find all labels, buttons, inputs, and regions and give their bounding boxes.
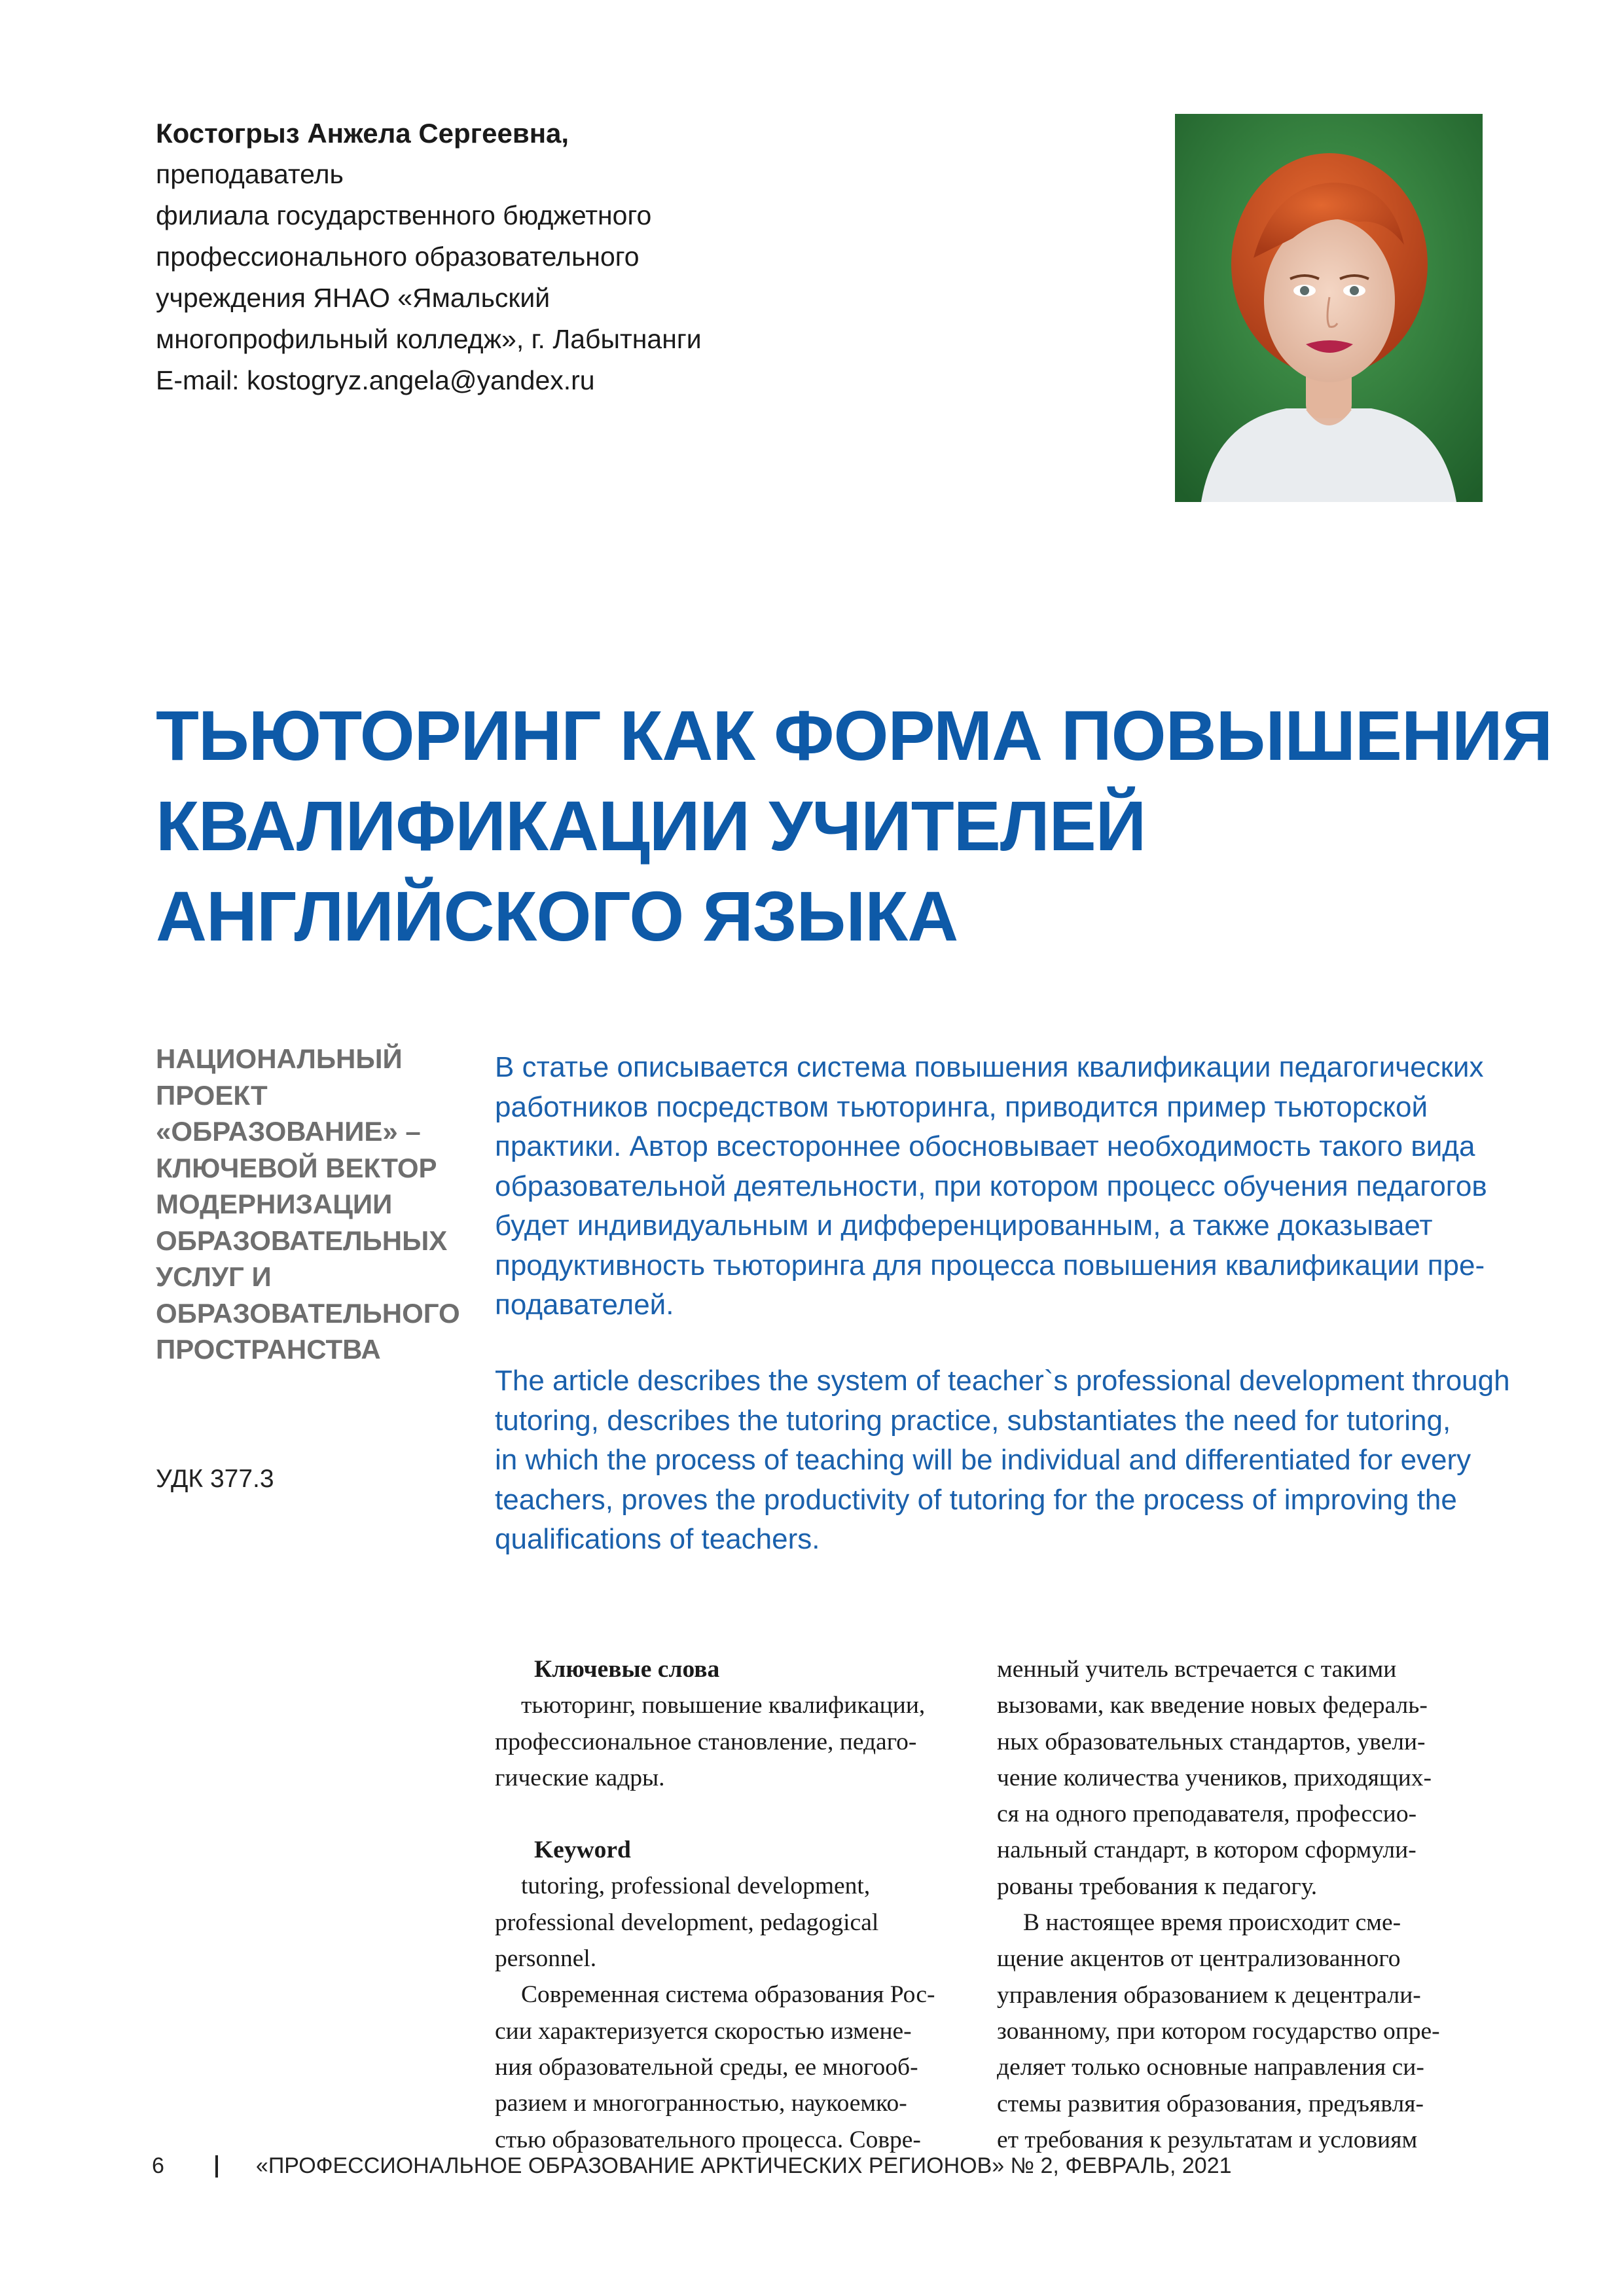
paragraph-line: ся на одного преподавателя, профессио- (997, 1801, 1417, 1828)
keywords-en-heading: Keyword (534, 1837, 631, 1864)
paragraph-line: разием и многогранностью, наукоемко- (495, 2090, 907, 2117)
author-affiliation-line: профессионального образовательного (156, 242, 640, 272)
author-affiliation-line: учреждения ЯНАО «Ямальский (156, 283, 550, 313)
keywords-ru-heading: Ключевые слова (534, 1656, 720, 1683)
body-column-left (495, 1651, 969, 2158)
keywords-ru-line: гические кадры. (495, 1764, 665, 1791)
paragraph-line: стемы развития образования, предъявля- (997, 2090, 1424, 2117)
author-affiliation-line: филиала государственного бюджетного (156, 200, 652, 230)
rubric-line: «ОБРАЗОВАНИЕ» – (156, 1116, 421, 1147)
paragraph-line: ет требования к результатам и условиям (997, 2126, 1418, 2153)
abstract-line: The article describes the system of teacher`s professional development through (495, 1365, 1510, 1397)
paragraph-line: ных образовательных стандартов, увели- (997, 1728, 1426, 1755)
abstract-english (495, 1361, 1510, 1560)
author-name: Костогрыз Анжела Сергеевна, (156, 118, 569, 149)
paragraph-line: вызовами, как введение новых федераль- (997, 1692, 1428, 1719)
body-column-right (997, 1651, 1471, 2158)
paragraph-line: стью образовательного процесса. Совре- (495, 2126, 921, 2153)
rubric-line: ОБРАЗОВАТЕЛЬНОГО (156, 1297, 460, 1329)
keywords-en-line: tutoring, professional development, (521, 1873, 871, 1900)
abstract-line: продуктивность тьюторинга для процесса повышения квалификации пре- (495, 1249, 1485, 1282)
abstract-line: teachers, proves the productivity of tutoring for the process of improving the (495, 1483, 1457, 1516)
keywords-en-line: professional development, pedagogical (495, 1909, 879, 1936)
abstract-line: in which the process of teaching will be individual and differentiated for every (495, 1444, 1471, 1476)
rubric-line: ПРОСТРАНСТВА (156, 1334, 381, 1365)
author-position: преподаватель (156, 159, 344, 189)
rubric-line: ПРОЕКТ (156, 1079, 268, 1111)
title-line: АНГЛИЙСКОГО ЯЗЫКА (156, 876, 958, 956)
abstract-line: практики. Автор всестороннее обосновывает необходимость такого вида (495, 1130, 1475, 1162)
title-line: КВАЛИФИКАЦИИ УЧИТЕЛЕЙ (156, 786, 1146, 865)
paragraph-line: менный учитель встречается с такими (997, 1656, 1397, 1683)
abstract-line: подавателей. (495, 1289, 674, 1321)
paragraph-line: управления образованием к децентрали- (997, 1981, 1421, 2009)
abstract-line: В статье описывается система повышения квалификации педагогических (495, 1051, 1484, 1083)
rubric-line: МОДЕРНИЗАЦИИ (156, 1189, 393, 1219)
rubric-line: КЛЮЧЕВОЙ ВЕКТОР (156, 1152, 437, 1183)
keywords-en-line: personnel. (495, 1945, 597, 1973)
udk-code: УДК 377.3 (156, 1465, 274, 1493)
title-line: ТЬЮТОРИНГ КАК ФОРМА ПОВЫШЕНИЯ (156, 696, 1553, 775)
abstract-line: qualifications of teachers. (495, 1523, 820, 1555)
paragraph-line: нальный стандарт, в котором сформули- (997, 1837, 1416, 1864)
author-email: E-mail: kostogryz.angela@yandex.ru (156, 365, 595, 395)
page-number: 6 (152, 2153, 164, 2178)
abstract-russian (495, 1048, 1496, 1325)
rubric-line: ОБРАЗОВАТЕЛЬНЫХ (156, 1225, 448, 1256)
paragraph-line: рованы требования к педагогу. (997, 1873, 1318, 1900)
rubric (156, 1041, 463, 1368)
paragraph-line: щение акцентов от централизованного (997, 1945, 1401, 1973)
abstract-line: образовательной деятельности, при котором процесс обучения педагогов (495, 1170, 1487, 1202)
keywords-ru-line: профессиональное становление, педаго- (495, 1728, 917, 1755)
article-title (156, 691, 1553, 961)
author-affiliation-line: многопрофильный колледж», г. Лабытнанги (156, 324, 702, 354)
author-photo (1175, 114, 1483, 502)
footer-divider (215, 2155, 218, 2178)
author-block (156, 113, 1138, 401)
paragraph-line: сии характеризуется скоростью измене- (495, 2017, 912, 2045)
abstract-line: tutoring, describes the tutoring practice, substantiates the need for tutoring, (495, 1404, 1451, 1437)
author-portrait-illustration (1175, 114, 1483, 502)
paragraph-line: чение количества учеников, приходящих- (997, 1764, 1432, 1791)
rubric-line: УСЛУГ И (156, 1261, 272, 1292)
abstract-line: работников посредством тьюторинга, приводится пример тьюторской (495, 1090, 1428, 1123)
paragraph-line: Современная система образования Рос- (521, 1981, 935, 2009)
paragraph-line: зованному, при котором государство опре- (997, 2017, 1440, 2045)
paragraph-line: деляет только основные направления си- (997, 2054, 1424, 2081)
rubric-line: НАЦИОНАЛЬНЫЙ (156, 1043, 403, 1074)
paragraph-line: ния образовательной среды, ее многооб- (495, 2053, 918, 2081)
spacer (495, 1796, 969, 1832)
page-footer (152, 2153, 1232, 2179)
journal-name: «ПРОФЕССИОНАЛЬНОЕ ОБРАЗОВАНИЕ АРКТИЧЕСКИХ РЕГИОНОВ» № 2, ФЕВРАЛЬ, 2021 (255, 2153, 1232, 2178)
abstract-line: будет индивидуальным и дифференцированным, а также доказывает (495, 1210, 1433, 1242)
paragraph-line: В настоящее время происходит сме- (1023, 1909, 1401, 1937)
keywords-ru-line: тьюторинг, повышение квалификации, (521, 1692, 926, 1719)
